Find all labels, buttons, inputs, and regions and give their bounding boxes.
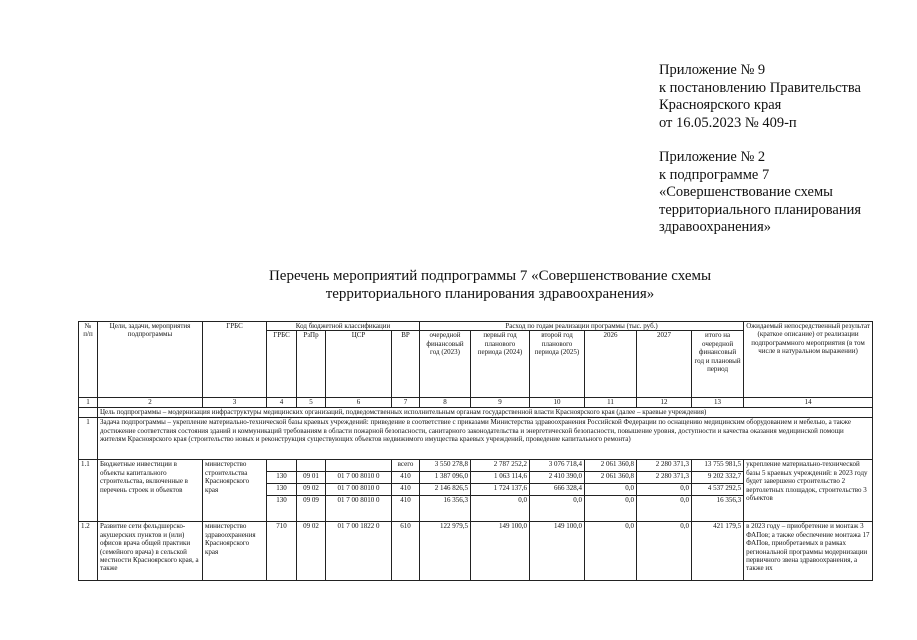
- cell-2025: 666 328,4: [530, 484, 585, 496]
- col-number: 11: [585, 398, 637, 408]
- cell-2025: 3 076 718,4: [530, 460, 585, 472]
- cell-2023: 1 387 096,0: [420, 472, 471, 484]
- col-number: 1: [79, 398, 98, 408]
- header-vr: ВР: [392, 331, 420, 398]
- cell-rzpr: 09 01: [297, 472, 326, 484]
- header-total: итого на очередной финансовый год и плановый период: [692, 331, 744, 398]
- task-text: Задача подпрограммы – укрепление материально-технической базы краевых учреждений: приведение в соответствие с приказами Министерства здравоохранения Российской Федерации по оснащению медицинским оборудованием и мебелью, а также достижение соответствия состояния зданий и коммуникаций требованиям в области пожарной безопасности, санитарного законодательства и энергетической безопасности, повышение уровня, доступности и качества оказания медицинской помощи жителям Красноярского края (строительство новых и реконструкция существующих объектов недвижимого имущества краевых учреждений, проведение капитального ремонта): [98, 418, 873, 460]
- goal-text: Цель подпрограммы – модернизация инфраструктуры медицинских организаций, подведомственных исполнительным органам государственной власти Красноярского края (далее – краевые учреждения): [98, 408, 873, 418]
- item-grbs: министерство здравоохранения Красноярского края: [203, 522, 267, 581]
- col-number: 5: [297, 398, 326, 408]
- item-grbs: министерство строительства Красноярского края: [203, 460, 267, 522]
- column-number-row: [79, 398, 873, 408]
- title-line: Перечень мероприятий подпрограммы 7 «Совершенствование схемы: [268, 268, 712, 284]
- cell-2027: 2 280 371,3: [637, 472, 692, 484]
- goal-row: [79, 408, 873, 418]
- annex-line: Приложение № 2: [659, 149, 766, 165]
- cell-csr: 01 7 00 8010 0: [326, 496, 392, 522]
- task-row: [79, 418, 873, 460]
- cell-2025: 2 410 390,0: [530, 472, 585, 484]
- header-expenses: Расход по годам реализации программы (тыс. руб.): [420, 322, 744, 331]
- col-number: 13: [692, 398, 744, 408]
- cell-2024: 2 787 252,2: [471, 460, 530, 472]
- header-grbs: ГРБС: [203, 322, 267, 398]
- col-number: 7: [392, 398, 420, 408]
- col-number: 3: [203, 398, 267, 408]
- cell-2024: 1 063 114,6: [471, 472, 530, 484]
- header-csr: ЦСР: [326, 331, 392, 398]
- table-row: [79, 522, 873, 581]
- col-number: 10: [530, 398, 585, 408]
- cell-csr: 01 7 00 1822 0: [326, 522, 392, 581]
- cell-vr: 610: [392, 522, 420, 581]
- col-number: 8: [420, 398, 471, 408]
- header-result: Ожидаемый непосредственный результат (краткое описание) от реализации подпрограммного мероприятия (в том числе в натуральном выражении): [744, 322, 873, 398]
- cell-vr: 410: [392, 484, 420, 496]
- item-result: в 2023 году – приобретение и монтаж 3 ФАПов; а также обеспечение монтажа 17 ФАПов, приобретаемых в рамках региональной программы модернизации первичного звена здравоохранения, а также их: [744, 522, 873, 581]
- cell-vr: 410: [392, 496, 420, 522]
- header-grbs-code: ГРБС: [267, 331, 297, 398]
- cell-csr: [326, 460, 392, 472]
- cell-rzpr: 09 09: [297, 496, 326, 522]
- cell-rzpr: 09 02: [297, 484, 326, 496]
- item-name: Развитие сети фельдшерско-акушерских пунктов и (или) офисов врача общей практики (семейного врача) в сельской местности Красноярского края, а также: [98, 522, 203, 581]
- annex-2-header: [659, 149, 861, 237]
- cell-2024: 0,0: [471, 496, 530, 522]
- cell-2023: 3 550 278,8: [420, 460, 471, 472]
- annex-line: от 16.05.2023 № 409-п: [659, 114, 797, 131]
- cell-2026: 2 061 360,8: [585, 472, 637, 484]
- col-number: 2: [98, 398, 203, 408]
- cell-2023: 16 356,3: [420, 496, 471, 522]
- item-number: 1.2: [79, 522, 98, 581]
- col-number: 6: [326, 398, 392, 408]
- cell-2023: 2 146 826,5: [420, 484, 471, 496]
- header-2024: первый год планового периода (2024): [471, 331, 530, 398]
- header-2027: 2027: [637, 331, 692, 398]
- cell-total: 13 755 981,5: [692, 460, 744, 472]
- cell-grbs-code: 710: [267, 522, 297, 581]
- cell-2027: 2 280 371,3: [637, 460, 692, 472]
- cell-2026: 0,0: [585, 496, 637, 522]
- header-2026: 2026: [585, 331, 637, 398]
- cell-2026: 0,0: [585, 484, 637, 496]
- cell-vr: 410: [392, 472, 420, 484]
- cell-2026: 2 061 360,8: [585, 460, 637, 472]
- item-number: 1.1: [79, 460, 98, 522]
- cell-2027: 0,0: [637, 522, 692, 581]
- col-number: 9: [471, 398, 530, 408]
- header-rzpr: РзПр: [297, 331, 326, 398]
- cell-grbs-code: [267, 460, 297, 472]
- annex-line: «Совершенствование схемы: [659, 184, 833, 200]
- annex-line: территориального планирования: [659, 201, 862, 218]
- task-number: 1: [79, 418, 98, 460]
- header-no: № п/п: [79, 322, 98, 398]
- cell-grbs-code: 130: [267, 496, 297, 522]
- cell-csr: 01 7 00 8010 0: [326, 484, 392, 496]
- cell-grbs-code: 130: [267, 472, 297, 484]
- annex-line: к постановлению Правительства: [659, 79, 861, 96]
- cell-rzpr: 09 02: [297, 522, 326, 581]
- cell-grbs-code: 130: [267, 484, 297, 496]
- cell-2024: 149 100,0: [471, 522, 530, 581]
- cell-total: 9 202 332,7: [692, 472, 744, 484]
- annex-line: здравоохранения»: [659, 219, 771, 235]
- cell-2025: 149 100,0: [530, 522, 585, 581]
- header-budget-code: Код бюджетной классификации: [267, 322, 420, 331]
- col-number: 14: [744, 398, 873, 408]
- measures-table: [78, 321, 873, 581]
- header-goals: Цели, задачи, мероприятия подпрограммы: [98, 322, 203, 398]
- table-row: [79, 460, 873, 472]
- cell-2025: 0,0: [530, 496, 585, 522]
- annex-line: к подпрограмме 7: [659, 166, 770, 183]
- col-number: 12: [637, 398, 692, 408]
- cell-total: 4 537 292,5: [692, 484, 744, 496]
- cell-vr: всего: [392, 460, 420, 472]
- annex-line: Приложение № 9: [659, 62, 766, 78]
- document-title: [150, 267, 830, 303]
- header-2023: очередной финансовый год (2023): [420, 331, 471, 398]
- cell-2026: 0,0: [585, 522, 637, 581]
- title-line: территориального планирования здравоохранения»: [325, 286, 655, 302]
- cell-total: 16 356,3: [692, 496, 744, 522]
- cell-rzpr: [297, 460, 326, 472]
- cell-2027: 0,0: [637, 484, 692, 496]
- cell-csr: 01 7 00 8010 0: [326, 472, 392, 484]
- item-name: Бюджетные инвестиции в объекты капитального строительства, включенные в перечень строек и объектов: [98, 460, 203, 522]
- header-2025: второй год планового периода (2025): [530, 331, 585, 398]
- cell-2024: 1 724 137,6: [471, 484, 530, 496]
- cell-2027: 0,0: [637, 496, 692, 522]
- annex-9-header: [659, 62, 861, 132]
- annex-line: Красноярского края: [659, 97, 782, 113]
- item-result: укрепление материально-технической базы 5 краевых учреждений: в 2023 году будет завершено строительство 2 вертолетных площадок, строительство 3 объектов: [744, 460, 873, 522]
- col-number: 4: [267, 398, 297, 408]
- cell-total: 421 179,5: [692, 522, 744, 581]
- cell-2023: 122 979,5: [420, 522, 471, 581]
